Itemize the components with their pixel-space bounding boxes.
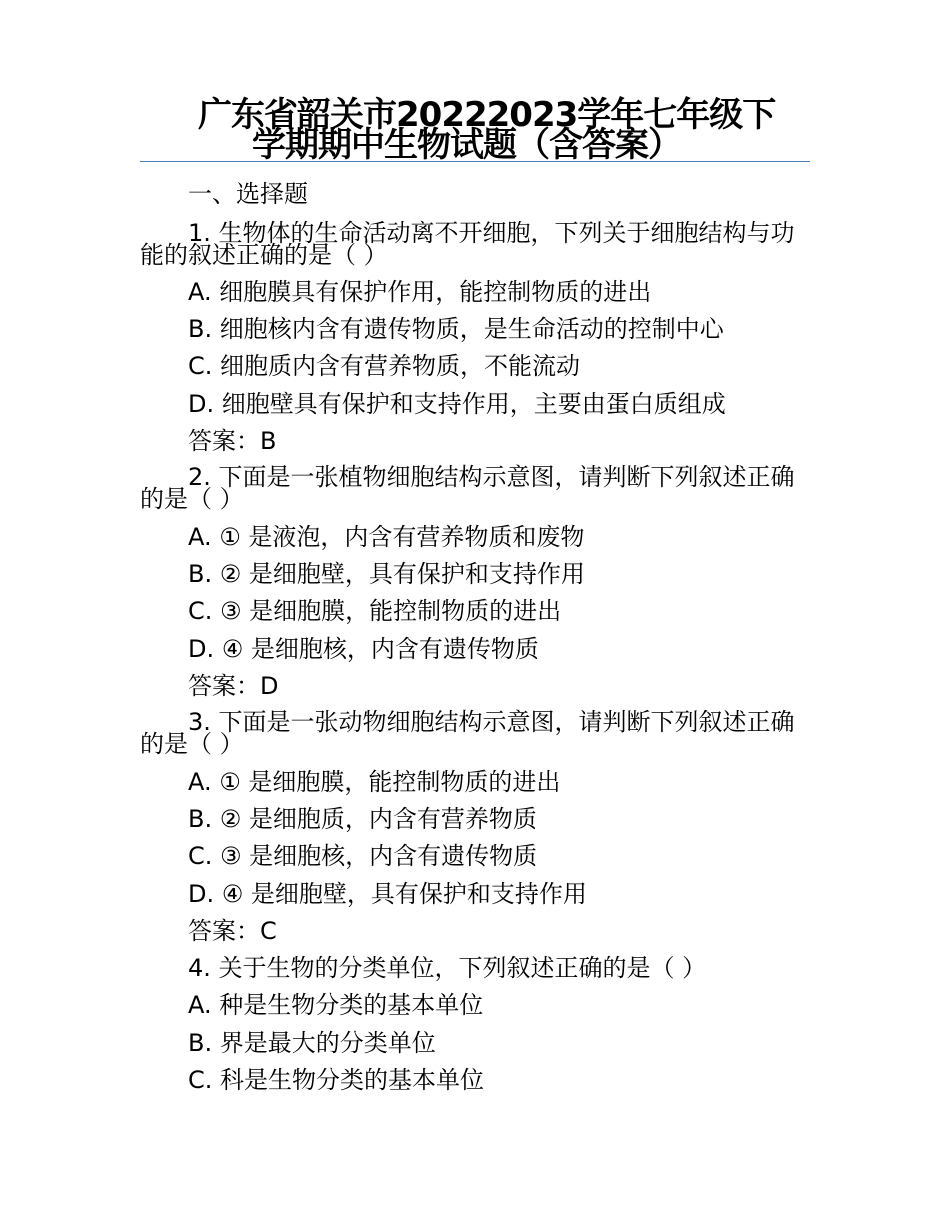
question-1-option-c: C. 细胞质内含有营养物质，不能流动 — [188, 352, 581, 380]
document-title — [140, 95, 810, 165]
question-3-stem-line-2: 的是（ ） — [140, 730, 244, 758]
question-1-option-b: B. 细胞核内含有遗传物质，是生命活动的控制中心 — [188, 315, 724, 343]
question-4-option-b: B. 界是最大的分类单位 — [188, 1029, 436, 1057]
question-1-option-d: D. 细胞壁具有保护和支持作用，主要由蛋白质组成 — [188, 390, 726, 418]
question-1-option-a: A. 细胞膜具有保护作用，能控制物质的进出 — [188, 278, 652, 306]
question-2-option-c: C. ③ 是细胞膜，能控制物质的进出 — [188, 597, 562, 625]
question-2-option-a: A. ① 是液泡，内含有营养物质和废物 — [188, 523, 585, 551]
title-line-1: 广东省韶关市20222023学年七年级下 — [198, 95, 776, 135]
question-2-option-d: D. ④ 是细胞核，内含有遗传物质 — [188, 635, 539, 663]
title-line-2: 学期期中生物试题（含答案） — [252, 125, 681, 165]
question-4-option-c: C. 科是生物分类的基本单位 — [188, 1066, 485, 1094]
question-4-stem: 4. 关于生物的分类单位，下列叙述正确的是（ ） — [188, 954, 707, 982]
question-3-option-d: D. ④ 是细胞壁，具有保护和支持作用 — [188, 880, 587, 908]
question-3-stem-line-1: 3. 下面是一张动物细胞结构示意图，请判断下列叙述正确 — [188, 708, 795, 736]
question-2-option-b: B. ② 是细胞壁，具有保护和支持作用 — [188, 560, 585, 588]
question-2-answer: 答案：D — [188, 672, 279, 700]
question-1-answer: 答案：B — [188, 427, 277, 455]
question-1-stem-line-2: 能的叙述正确的是（ ） — [140, 241, 388, 269]
question-1-stem-line-1: 1. 生物体的生命活动离不开细胞，下列关于细胞结构与功 — [188, 219, 795, 247]
question-4-option-a: A. 种是生物分类的基本单位 — [188, 991, 484, 1019]
question-2-stem — [140, 463, 820, 513]
question-2-stem-line-2: 的是（ ） — [140, 485, 244, 513]
question-3-stem — [140, 708, 820, 758]
section-heading: 一、选择题 — [188, 180, 308, 208]
question-3-option-b: B. ② 是细胞质，内含有营养物质 — [188, 805, 537, 833]
question-3-answer: 答案：C — [188, 917, 277, 945]
question-3-option-a: A. ① 是细胞膜，能控制物质的进出 — [188, 768, 561, 796]
title-underline — [140, 161, 810, 162]
question-3-option-c: C. ③ 是细胞核，内含有遗传物质 — [188, 842, 538, 870]
question-1-stem — [140, 219, 820, 269]
question-2-stem-line-1: 2. 下面是一张植物细胞结构示意图，请判断下列叙述正确 — [188, 463, 795, 491]
